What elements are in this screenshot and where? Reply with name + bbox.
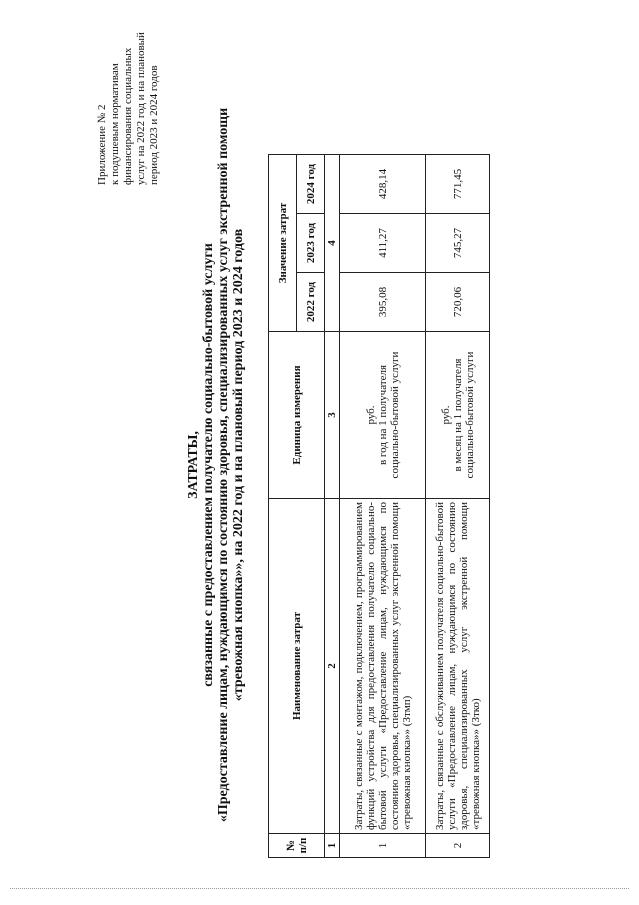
header-value: Значение затрат	[269, 155, 297, 332]
row-2022: 395,08	[340, 273, 426, 332]
row-2024: 428,14	[340, 155, 426, 214]
row-unit	[340, 332, 426, 499]
index-cell: 1	[325, 834, 340, 858]
header-row	[269, 155, 297, 858]
unit-line: социально-бытовой услуги	[388, 351, 401, 479]
unit-line: в год на 1 получателя	[376, 364, 389, 466]
title-line: связанные с предоставлением получателю социально-бытовой услуги	[201, 243, 216, 687]
row-2023: 411,27	[340, 214, 426, 273]
row-name-text: Затраты, связанные с монтажом, подключением, программированием функций устройства для предоставления получателю социально-бытовой услуги «Предоставление лицам, нуждающимся по состоянию здоровья, специализированных услуг экстренной помощи «тревожная кнопка»»	[352, 502, 413, 830]
unit-line: руб.	[439, 405, 452, 425]
header-name: Наименование затрат	[269, 499, 325, 834]
index-row	[325, 155, 340, 858]
row-name-symbol: (Зтмп)	[400, 695, 413, 727]
row-name	[426, 499, 490, 834]
index-cell: 4	[325, 155, 340, 332]
unit-line: социально-бытовой услуги	[463, 351, 476, 479]
appendix-line: к подушевым нормативам	[109, 63, 121, 185]
row-num: 1	[340, 834, 426, 858]
title-line: «Предоставление лицам, нуждающимся по состоянию здоровья, специализированных услуг экстренной помощи	[216, 107, 231, 823]
row-name-text: Затраты, связанные с обслуживанием получателя социально-бытовой услуги «Предоставление лицам, нуждающимся по состоянию здоровья, специализированных услуг экстренной помощи «тревожная кнопка»»	[433, 502, 482, 830]
row-2022: 720,06	[426, 273, 490, 332]
index-cell: 3	[325, 332, 340, 499]
title-line: «тревожная кнопка»», на 2022 год и на плановый период 2023 и 2024 годов	[231, 228, 246, 702]
header-2024: 2024 год	[297, 155, 325, 214]
appendix-line: Приложение № 2	[96, 104, 108, 185]
header-2023: 2023 год	[297, 214, 325, 273]
table-row	[340, 155, 426, 858]
appendix-note	[96, 15, 161, 185]
row-2024: 771,45	[426, 155, 490, 214]
scan-edge-divider	[10, 888, 629, 889]
unit-line: руб.	[364, 405, 377, 425]
row-2023: 745,27	[426, 214, 490, 273]
row-unit	[426, 332, 490, 499]
document-title	[186, 65, 246, 865]
appendix-line: период 2023 и 2024 годов	[148, 65, 160, 185]
header-2022: 2022 год	[297, 273, 325, 332]
header-unit: Единица измерения	[269, 332, 325, 499]
index-cell: 2	[325, 499, 340, 834]
header-num: № п/п	[269, 834, 325, 858]
appendix-line: услуг на 2022 год и на плановый	[135, 32, 147, 185]
table-row	[426, 155, 490, 858]
title-line: ЗАТРАТЫ,	[186, 431, 201, 499]
row-name-symbol: (Зтко)	[469, 698, 482, 727]
unit-line: в месяц на 1 получателя	[451, 358, 464, 472]
row-name	[340, 499, 426, 834]
costs-table	[268, 154, 490, 858]
appendix-line: финансирования социальных	[122, 47, 134, 185]
row-num: 2	[426, 834, 490, 858]
